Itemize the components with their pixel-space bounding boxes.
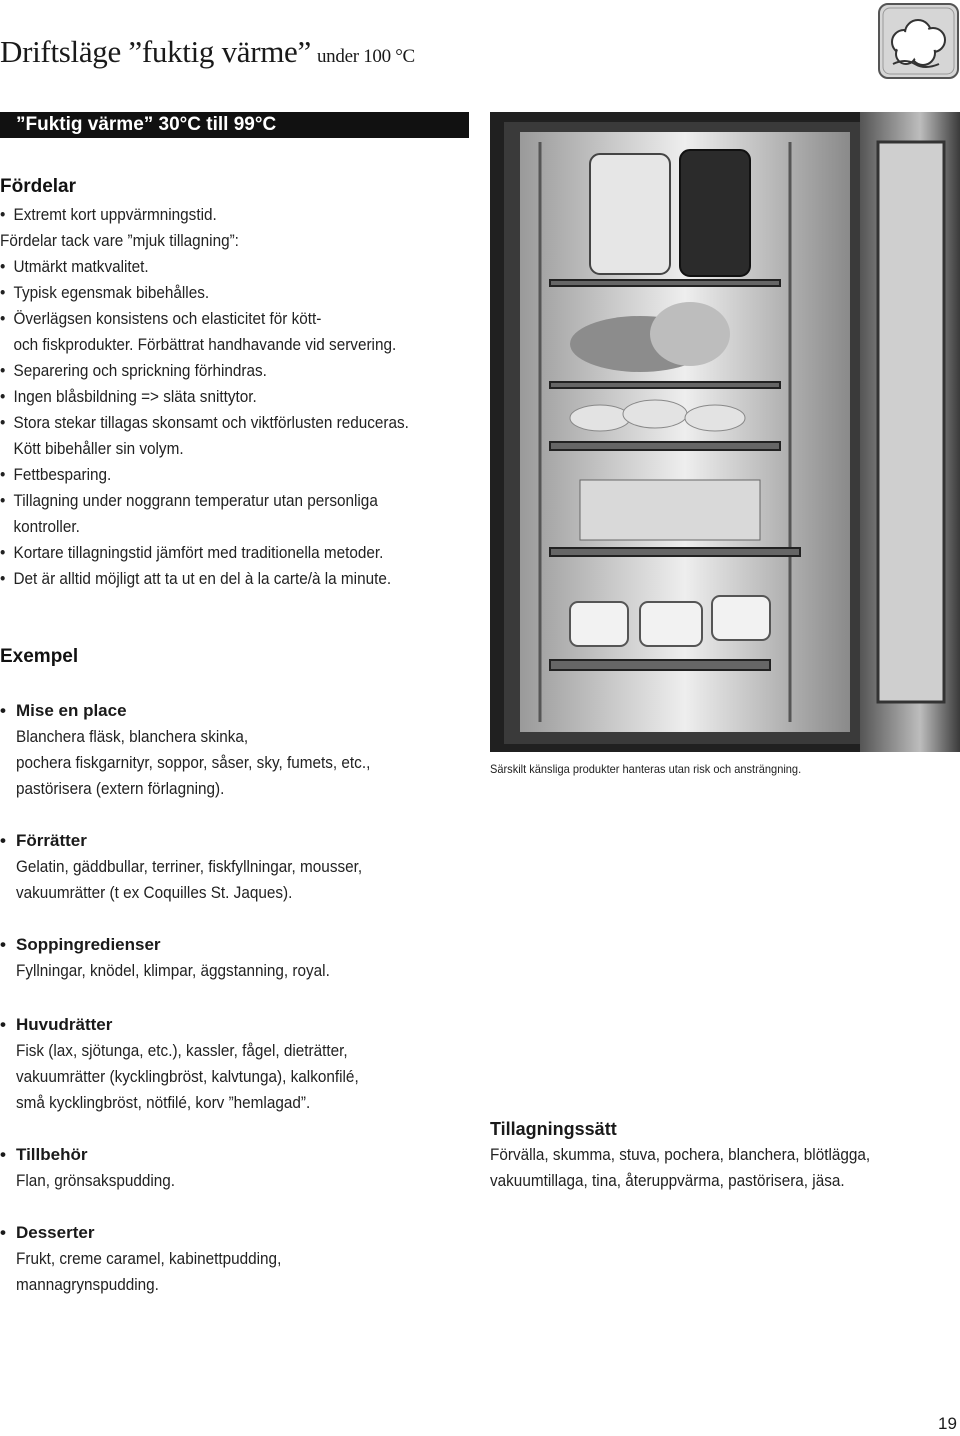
example-line: pastörisera (extern förlagning). <box>16 779 225 798</box>
example-line: Fyllningar, knödel, klimpar, äggstanning, royal. <box>16 961 330 980</box>
example-group-body <box>0 1168 193 1194</box>
example-group-body <box>0 724 410 802</box>
example-line: Flan, grönsakspudding. <box>16 1171 176 1190</box>
advantage-item: • Det är alltid möjligt att ta ut en del à la carte/à la minute. <box>0 566 409 592</box>
example-line: mannagrynspudding. <box>16 1275 159 1294</box>
example-group <box>0 1142 193 1194</box>
example-line: Gelatin, gäddbullar, terriner, fiskfyllningar, mousser, <box>16 857 363 876</box>
advantage-item: • Fettbesparing. <box>0 462 409 488</box>
example-line: pochera fiskgarnityr, soppor, såser, sky, fumets, etc., <box>16 753 371 772</box>
example-group-body <box>0 854 401 906</box>
photo-caption: Särskilt känsliga produkter hanteras utan risk och ansträngning. <box>490 762 802 776</box>
example-line: Fisk (lax, sjötunga, etc.), kassler, fågel, dieträtter, <box>16 1041 348 1060</box>
example-group-title: • Förrätter <box>0 828 401 854</box>
page-title-main: Driftsläge ”fuktig värme” <box>0 34 311 69</box>
example-group-body <box>0 958 365 984</box>
advantage-item: • Kortare tillagningstid jämfört med traditionella metoder. <box>0 540 409 566</box>
example-group-title: • Huvudrätter <box>0 1012 397 1038</box>
example-line: vakuumrätter (t ex Coquilles St. Jaques). <box>16 883 293 902</box>
example-group-title: • Soppingredienser <box>0 932 365 958</box>
example-group <box>0 1220 311 1298</box>
example-line: vakuumrätter (kycklingbröst, kalvtunga), kalkonfilé, <box>16 1067 359 1086</box>
advantage-subheading: Fördelar tack vare ”mjuk tillagning”: <box>0 231 239 250</box>
example-group-title: • Mise en place <box>0 698 410 724</box>
oven-photo <box>490 112 960 752</box>
advantage-item: • Extremt kort uppvärmningstid. <box>0 202 409 228</box>
example-group <box>0 828 401 906</box>
advantage-item: • Utmärkt matkvalitet. <box>0 254 409 280</box>
advantages-list <box>0 202 454 592</box>
example-group <box>0 698 410 802</box>
advantage-item: • Tillagning under noggrann temperatur utan personliga <box>0 488 409 514</box>
page-number: 19 <box>938 1414 957 1433</box>
example-line: små kycklingbröst, nötfilé, korv ”hemlagad”. <box>16 1093 311 1112</box>
example-group <box>0 1012 397 1116</box>
example-group-body <box>0 1246 311 1298</box>
method-line: vakuumtillaga, tina, återuppvärma, pastörisera, jäsa. <box>490 1171 845 1190</box>
advantage-item-continued: Kött bibehåller sin volym. <box>13 439 184 458</box>
cooking-methods <box>490 1116 912 1194</box>
steam-cloud-icon <box>877 2 960 80</box>
advantage-item-continued: kontroller. <box>13 517 80 536</box>
advantages-heading: Fördelar <box>0 176 77 197</box>
example-group-title: • Tillbehör <box>0 1142 193 1168</box>
example-group-title: • Desserter <box>0 1220 311 1246</box>
example-group <box>0 932 365 984</box>
page-title <box>0 34 415 70</box>
advantage-item: • Typisk egensmak bibehålles. <box>0 280 409 306</box>
examples-heading: Exempel <box>0 646 79 667</box>
example-line: Frukt, creme caramel, kabinettpudding, <box>16 1249 282 1268</box>
method-heading: Tillagningssätt <box>490 1119 617 1139</box>
advantage-item: • Separering och sprickning förhindras. <box>0 358 409 384</box>
advantage-item: • Ingen blåsbildning => släta snittytor. <box>0 384 409 410</box>
advantage-item: • Överlägsen konsistens och elasticitet för kött- <box>0 306 409 332</box>
advantage-item: • Stora stekar tillagas skonsamt och viktförlusten reduceras. <box>0 410 409 436</box>
example-line: Blanchera fläsk, blanchera skinka, <box>16 727 249 746</box>
page-title-subtitle: under 100 °C <box>316 46 415 67</box>
mode-banner: ”Fuktig värme” 30°C till 99°C <box>0 112 469 138</box>
example-group-body <box>0 1038 397 1116</box>
advantage-item-continued: och fiskprodukter. Förbättrat handhavande vid servering. <box>13 335 397 354</box>
method-line: Förvälla, skumma, stuva, pochera, blanchera, blötlägga, <box>490 1145 871 1164</box>
method-body <box>490 1142 912 1194</box>
